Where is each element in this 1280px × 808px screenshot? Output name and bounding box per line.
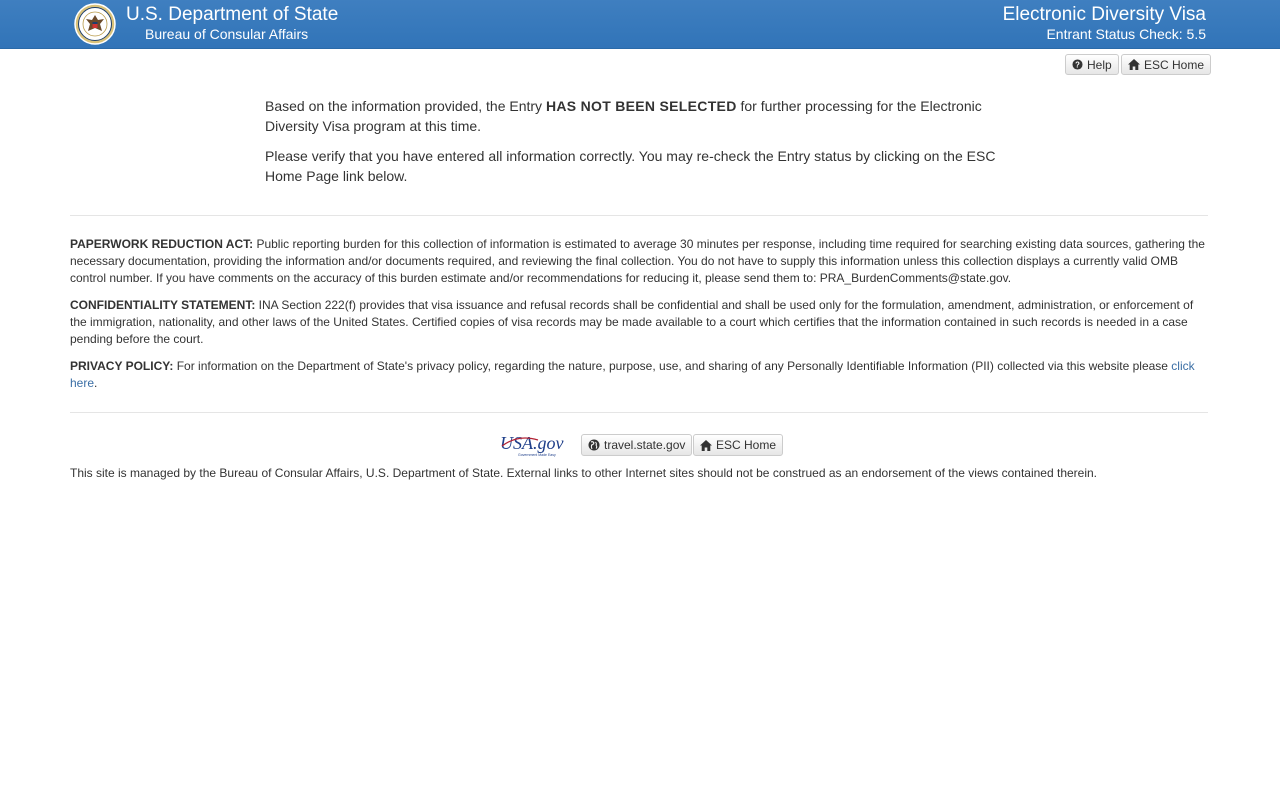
travel-state-gov-button[interactable] bbox=[581, 434, 692, 456]
status-message bbox=[265, 96, 1010, 196]
site-header bbox=[0, 0, 1280, 49]
bureau-subtitle: Bureau of Consular Affairs bbox=[145, 26, 309, 42]
divider bbox=[70, 215, 1208, 216]
esc-home-footer-button[interactable] bbox=[693, 434, 783, 456]
pra-text: Public reporting burden for this collection of information is estimated to average 30 minutes per response, including time required for searching existing data sources, gathering the necessary documentation, providing the information and/or documents required, and reviewing the final collection. You do not have to supply this information unless this collection displays a currently valid OMB control number. If you have comments on the accuracy of this burden estimate and/or recommendations for reducing it, please send them to: PRA_BurdenComments@state.gov. bbox=[70, 237, 1205, 285]
esc-home-button[interactable] bbox=[1121, 54, 1211, 75]
status-text-post: for further processing for the Electronic Diversity Visa program at this time. bbox=[265, 98, 982, 134]
divider bbox=[70, 412, 1208, 413]
priv-heading: PRIVACY POLICY: bbox=[70, 359, 174, 373]
priv-text: For information on the Department of State's privacy policy, regarding the nature, purpose, use, and sharing of any Personally Identifiable Information (PII) collected via this website please bbox=[173, 359, 1172, 373]
esc-home-label: ESC Home bbox=[1144, 57, 1205, 72]
status-text-pre: Based on the information provided, the Entry bbox=[265, 98, 546, 114]
verify-paragraph: Please verify that you have entered all information correctly. You may re-check the Entry status by clicking on the ESC Home Page link below. bbox=[265, 148, 996, 184]
paperwork-reduction-act bbox=[70, 236, 1210, 287]
app-title: Electronic Diversity Visa bbox=[1002, 4, 1206, 25]
status-result: HAS NOT BEEN SELECTED bbox=[545, 98, 737, 114]
question-circle-icon bbox=[1072, 59, 1083, 70]
conf-text: INA Section 222(f) provides that visa issuance and refusal records shall be confidential and shall be used only for the formulation, amendment, administration, or enforcement of the immigration, nationality, and other laws of the United States. Certified copies of visa records may be made available to a court which certifies that the information contained in such records is needed in a case pending before the court. bbox=[70, 298, 1194, 346]
globe-icon bbox=[588, 439, 600, 451]
status-paragraph bbox=[265, 96, 1010, 136]
confidentiality-statement bbox=[70, 297, 1210, 348]
home-icon bbox=[700, 440, 712, 451]
usagov-tagline: Government Made Easy bbox=[518, 453, 556, 457]
app-subtitle: Entrant Status Check: 5.5 bbox=[1046, 26, 1206, 42]
privacy-policy bbox=[70, 358, 1210, 392]
dept-title: U.S. Department of State bbox=[126, 4, 339, 25]
priv-end: . bbox=[94, 376, 98, 390]
footer-disclaimer: This site is managed by the Bureau of Consular Affairs, U.S. Department of State. External links to other Internet sites should not be construed as an endorsement of the views contained therein. bbox=[70, 466, 1098, 480]
help-label: Help bbox=[1087, 57, 1112, 72]
svg-text:?: ? bbox=[1075, 60, 1080, 70]
pra-heading: PAPERWORK REDUCTION ACT: bbox=[70, 237, 254, 251]
dos-seal-icon bbox=[74, 3, 116, 45]
esc-home-footer-label: ESC Home bbox=[716, 438, 777, 452]
home-icon bbox=[1128, 59, 1140, 70]
usagov-logo[interactable] bbox=[498, 432, 578, 458]
usagov-logo-text: USA.gov bbox=[500, 433, 564, 453]
privacy-click-here-link[interactable]: click here bbox=[70, 359, 1195, 390]
travel-label: travel.state.gov bbox=[604, 438, 686, 452]
help-button[interactable] bbox=[1065, 54, 1119, 75]
conf-heading: CONFIDENTIALITY STATEMENT: bbox=[70, 298, 256, 312]
